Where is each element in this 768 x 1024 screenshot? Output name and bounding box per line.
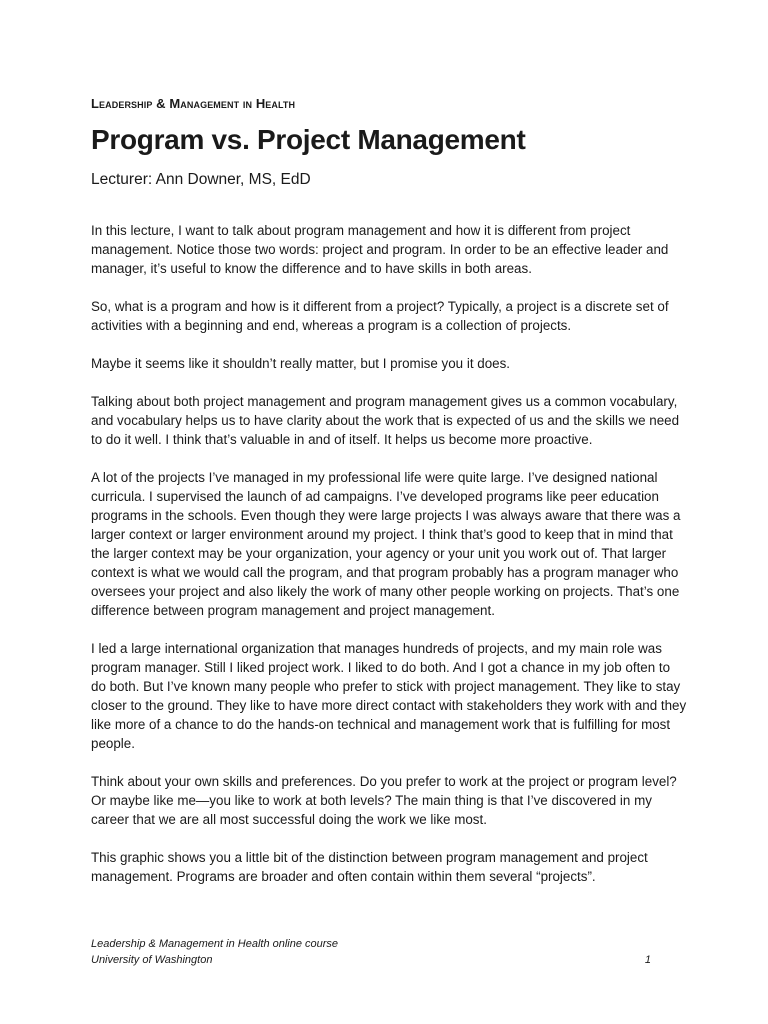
lecturer-line: Lecturer: Ann Downer, MS, EdD [91,171,311,188]
paragraph: So, what is a program and how is it different from a project? Typically, a project is a discrete set of activities with a beginning and end, whereas a program is a collection of projects. [91,299,669,333]
paragraph: A lot of the projects I’ve managed in my professional life were quite large. I’ve designed national curricula. I supervised the launch of ad campaigns. I’ve developed programs like peer education programs in the schools. Even though they were large projects I was always aware that there was a larger context or larger environment around my project. I think that’s good to keep that in mind that the larger context may be your organization, your agency or your unit you work out of. That larger context is what we would call the program, and that program probably has a program manager who oversees your project and also likely the work of many other people working on projects. That’s one difference between program management and project management. [91,470,681,618]
footer-course: Leadership & Management in Health online course [91,938,339,950]
paragraph: Talking about both project management and program management gives us a common vocabulary, and vocabulary helps us to have clarity about the work that is expected of us and the skills we need to do it well. I think that’s valuable in and of itself. It helps us become more proactive. [91,394,680,447]
paragraph: Think about your own skills and preferences. Do you prefer to work at the project or program level? Or maybe like me—you like to work at both levels? The main thing is that I’ve discovered in my career that we are all most successful doing the work we like most. [91,774,677,827]
course-series-heading: Leadership & Management in Health [91,96,296,111]
body-text [91,221,687,905]
page-footer [91,936,651,968]
document-page [91,0,687,1024]
page-number: 1 [644,954,651,966]
footer-institution: University of Washington [91,954,213,966]
paragraph: Maybe it seems like it shouldn’t really matter, but I promise you it does. [91,356,511,371]
paragraph: I led a large international organization that manages hundreds of projects, and my main role was program manager. Still I liked project work. I liked to do both. And I got a chance in my job often to do both. But I’ve known many people who prefer to stick with project management. They like to stay closer to the ground. They like to have more direct contact with stakeholders they work with and they like more of a chance to do the hands-on technical and management work that is fulfilling for most people. [91,641,687,751]
paragraph: This graphic shows you a little bit of the distinction between program management and project management. Programs are broader and often contain within them several “projects”. [91,850,648,884]
page-title: Program vs. Project Management [91,124,526,155]
paragraph: In this lecture, I want to talk about program management and how it is different from project management. Notice those two words: project and program. In order to be an effective leader and manager, it’s useful to know the difference and to have skills in both areas. [91,223,669,276]
